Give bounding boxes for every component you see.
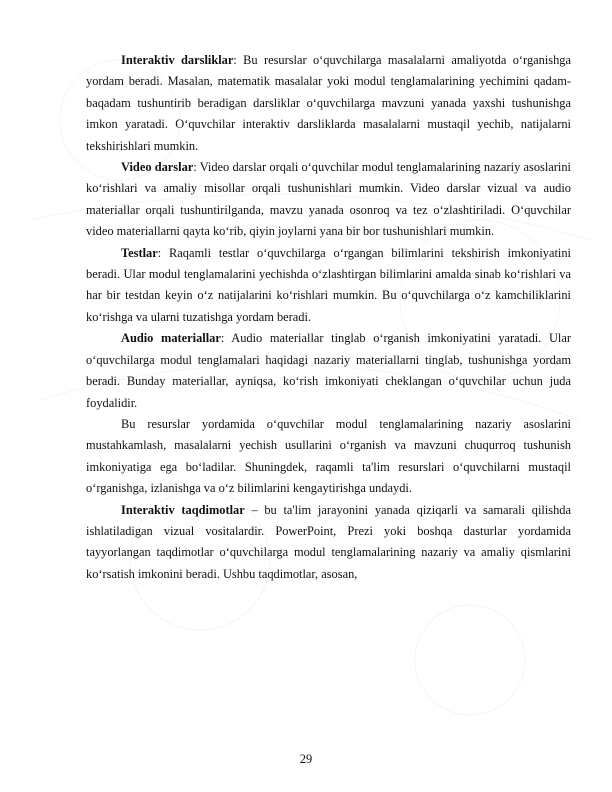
term-label: Audio materiallar xyxy=(121,331,221,346)
paragraph-text: : Video darslar orqali o‘quvchilar modul tenglamalarining nazariy asoslarini ko‘rishlari va amaliy misollar orqali tushunishlari mumkin. Video darslar vizual va audio materiallar orqali tushuntirilganda, mavzu yanada osonroq va tez o‘zlashtiriladi. O‘quvchilar video materiallarni qayta ko‘rib, qiyin joylarni yana bir bor tushunishlari mumkin. xyxy=(86,160,571,239)
paragraph-text: : Bu resurslar o‘quvchilarga masalalarni amaliyotda o‘rganishga yordam beradi. Masalan, matematik masalalar yoki modul tenglamalarining yechimini qadam-baqadam tushuntirib beradigan darsliklar o‘quvchilarga mavzuni yanada yaxshi tushunishga imkon yaratadi. O‘quvchilar interaktiv darsliklarda masalalarni mustaqil yechib, natijalarni tekshirishlari mumkin. xyxy=(86,53,571,153)
term-label: Interaktiv darsliklar xyxy=(121,53,234,67)
term-label: Testlar xyxy=(121,245,158,260)
paragraph-video-lessons xyxy=(86,157,571,243)
text-body xyxy=(86,50,571,585)
paragraph-resources-summary xyxy=(86,414,571,500)
paragraph-audio-materials xyxy=(86,328,571,414)
paragraph-text: : Audio materiallar tinglab o‘rganish imkoniyatini yaratadi. Ular o‘quvchilarga modul tenglamalari haqidagi nazariy materiallarni tinglab, tushunishga yordam beradi. Bunday materiallar, ayniqsa, ko‘rish imkoniyati cheklangan o‘quvchilar uchun juda foydalidir. xyxy=(86,331,571,410)
paragraph-text: : Raqamli testlar o‘quvchilarga o‘rgangan bilimlarini tekshirish imkoniyatini beradi. Ular modul tenglamalarini yechishda o‘zlashtirgan bilimlarini amalda sinab ko‘rishlari va har bir testdan keyin o‘z natijalarini ko‘rishlari mumkin. Bu o‘quvchilarga o‘z kamchiliklarini ko‘rishga va ularni tuzatishga yordam beradi. xyxy=(86,245,571,324)
term-label: Video darslar xyxy=(121,160,194,175)
term-label: Interaktiv taqdimotlar xyxy=(121,502,245,517)
paragraph-text: – bu ta'lim jarayonini yanada qiziqarli va samarali qilishda ishlatiladigan vizual vositalardir. PowerPoint, Prezi yoki boshqa dasturlar yordamida tayyorlangan taqdimotlar o‘quvchilarga modul tenglamalarining nazariy va amaliy qismlarini ko‘rsatish imkonini beradi. Ushbu taqdimotlar, asosan, xyxy=(86,502,571,581)
paragraph-interactive-textbooks xyxy=(86,50,571,157)
paragraph-tests xyxy=(86,243,571,329)
paragraph-interactive-presentations xyxy=(86,500,571,586)
paragraph-text: Bu resurslar yordamida o‘quvchilar modul tenglamalarining nazariy asoslarini mustahkamlash, masalalarni yechish usullarini o‘rganish va mavzuni chuqurroq tushunish imkoniyatiga ega bo‘ladilar. Shuningdek, raqamli ta'lim resurslari o‘quvchilarni mustaqil o‘rganishga, izlanishga va o‘z bilimlarini kengaytirishga undaydi. xyxy=(86,416,571,496)
page-number: 29 xyxy=(299,752,313,766)
